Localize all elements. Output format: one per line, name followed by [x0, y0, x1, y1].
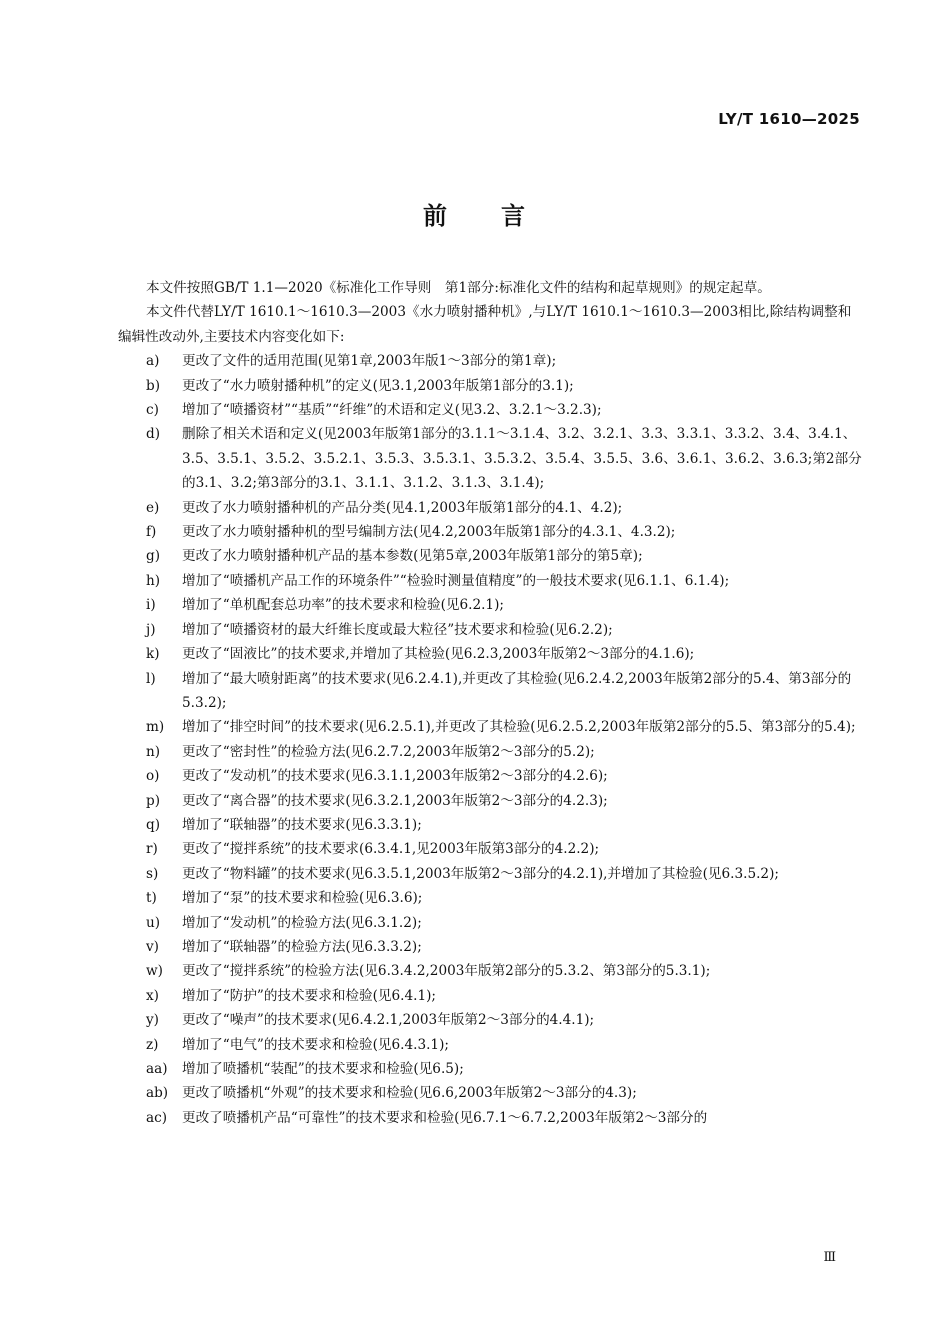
list-item-text: 增加了“泵”的技术要求和检验(见6.3.6); — [182, 890, 423, 907]
list-item — [146, 837, 862, 861]
list-item-text: 更改了喷播机产品“可靠性”的技术要求和检验(见6.7.1～6.7.2,2003年版第2～3部分的 — [182, 1109, 708, 1126]
list-item-text: 删除了相关术语和定义(见2003年版第1部分的3.1.1～3.1.4、3.2、3.2.1、3.3、3.3.1、3.3.2、3.4、3.4.1、3.5、3.5.1、3.5.2、3.5.2.1、3.5.3、3.5.3.1、3.5.3.2、3.5.4、3.5.5、3.6、3.6.1、3.6.2、3.6.3;第2部分的3.1、3.2;第3部分的3.1、3.1.1、3.1.2、3.1.3、3.1.4); — [182, 426, 862, 492]
list-item-marker: a) — [146, 353, 160, 370]
list-item — [146, 544, 862, 568]
list-item-text: 增加了“发动机”的检验方法(见6.3.1.2); — [182, 914, 422, 931]
list-item — [146, 764, 862, 788]
list-item-marker: u) — [146, 914, 161, 931]
list-item-text: 增加了“喷播资材”“基质”“纤维”的术语和定义(见3.2、3.2.1～3.2.3); — [182, 402, 602, 419]
list-item-text: 更改了喷播机“外观”的技术要求和检验(见6.6,2003年版第2～3部分的4.3); — [182, 1085, 637, 1102]
list-item-text: 增加了“单机配套总功率”的技术要求和检验(见6.2.1); — [182, 597, 504, 614]
list-item-marker: b) — [146, 377, 161, 394]
list-item-text: 更改了“搅拌系统”的技术要求(6.3.4.1,见2003年版第3部分的4.2.2); — [182, 841, 600, 858]
list-item-marker: l) — [146, 670, 156, 687]
list-item — [146, 667, 862, 716]
list-item — [146, 1106, 862, 1130]
list-item-marker: ac) — [146, 1109, 168, 1126]
intro-paragraph-1: 本文件按照GB/T 1.1—2020《标准化工作导则 第1部分:标准化文件的结构和起草规则》的规定起草。 — [146, 280, 771, 296]
list-item — [146, 349, 862, 373]
list-item-text: 增加了“最大喷射距离”的技术要求(见6.2.4.1),并更改了其检验(见6.2.4.2,2003年版第2部分的5.4、第3部分的5.3.2); — [182, 670, 852, 711]
list-item — [146, 642, 862, 666]
list-item — [146, 911, 862, 935]
list-item-text: 更改了“搅拌系统”的检验方法(见6.3.4.2,2003年版第2部分的5.3.2、第3部分的5.3.1); — [182, 963, 711, 980]
list-item — [146, 813, 862, 837]
list-item — [146, 886, 862, 910]
list-item-marker: z) — [146, 1036, 159, 1053]
list-item — [146, 569, 862, 593]
list-item-text: 增加了喷播机“装配”的技术要求和检验(见6.5); — [182, 1061, 464, 1077]
page-title — [0, 196, 950, 231]
list-item-marker: m) — [146, 719, 165, 736]
list-item — [146, 984, 862, 1008]
list-item-text: 增加了“防护”的技术要求和检验(见6.4.1); — [182, 987, 436, 1004]
list-item-marker: e) — [146, 499, 160, 516]
list-item-text: 更改了“离合器”的技术要求(见6.3.2.1,2003年版第2～3部分的4.2.3); — [182, 792, 608, 809]
list-item-marker: g) — [146, 548, 161, 565]
list-item — [146, 789, 862, 813]
list-item-marker: t) — [146, 890, 157, 907]
list-item — [146, 496, 862, 520]
list-item-marker: f) — [146, 524, 157, 541]
list-item — [146, 959, 862, 983]
title-char-2: 言 — [501, 202, 527, 230]
list-item-marker: y) — [146, 1012, 159, 1029]
list-item — [146, 520, 862, 544]
list-item — [146, 1081, 862, 1105]
list-item — [146, 715, 862, 739]
list-item-marker: w) — [146, 963, 163, 980]
page-number: Ⅲ — [823, 1250, 836, 1265]
list-item — [146, 398, 862, 422]
list-item-marker: x) — [146, 987, 159, 1004]
list-item — [146, 740, 862, 764]
list-item-text: 更改了文件的适用范围(见第1章,2003年版1～3部分的第1章); — [182, 353, 557, 370]
list-item-marker: j) — [146, 621, 156, 638]
list-item-text: 更改了“固液比”的技术要求,并增加了其检验(见6.2.3,2003年版第2～3部分的4.1.6); — [182, 646, 695, 663]
list-item-marker: c) — [146, 402, 159, 419]
list-item-text: 增加了“电气”的技术要求和检验(见6.4.3.1); — [182, 1036, 449, 1053]
list-item-text: 更改了“物料罐”的技术要求(见6.3.5.1,2003年版第2～3部分的4.2.1),并增加了其检验(见6.3.5.2); — [182, 865, 779, 882]
document-code: LY/T 1610—2025 — [718, 110, 860, 128]
title-char-1: 前 — [423, 202, 449, 230]
list-item — [146, 862, 862, 886]
list-item-marker: q) — [146, 816, 161, 833]
list-item-marker: n) — [146, 743, 161, 760]
list-item-text: 更改了“密封性”的检验方法(见6.2.7.2,2003年版第2～3部分的5.2); — [182, 743, 595, 760]
list-item-marker: aa) — [146, 1061, 168, 1077]
foreword-body — [118, 276, 862, 1130]
list-item-text: 更改了水力喷射播种机的产品分类(见4.1,2003年版第1部分的4.1、4.2); — [182, 499, 623, 516]
list-item — [146, 1008, 862, 1032]
list-item — [146, 1033, 862, 1057]
list-item — [146, 618, 862, 642]
list-item — [146, 935, 862, 959]
list-item-text: 更改了“水力喷射播种机”的定义(见3.1,2003年版第1部分的3.1); — [182, 377, 574, 394]
list-item-marker: ab) — [146, 1085, 169, 1102]
list-item-marker: d) — [146, 426, 161, 443]
list-item-text: 增加了“联轴器”的技术要求(见6.3.3.1); — [182, 816, 422, 833]
list-item-marker: r) — [146, 841, 158, 858]
list-item-text: 更改了水力喷射播种机的型号编制方法(见4.2,2003年版第1部分的4.3.1、4.3.2); — [182, 524, 676, 541]
list-item-text: 更改了“噪声”的技术要求(见6.4.2.1,2003年版第2～3部分的4.4.1); — [182, 1012, 595, 1029]
list-item-text: 增加了“联轴器”的检验方法(见6.3.3.2); — [182, 938, 422, 955]
change-list — [146, 349, 862, 1130]
list-item-marker: h) — [146, 572, 161, 589]
list-item — [146, 374, 862, 398]
list-item-marker: i) — [146, 597, 156, 614]
list-item — [146, 1057, 862, 1081]
intro-paragraph-2: 本文件代替LY/T 1610.1～1610.3—2003《水力喷射播种机》,与LY/T 1610.1～1610.3—2003相比,除结构调整和编辑性改动外,主要技术内容变化如下: — [118, 304, 852, 345]
list-item-marker: v) — [146, 938, 159, 955]
list-item-text: 增加了“排空时间”的技术要求(见6.2.5.1),并更改了其检验(见6.2.5.2,2003年版第2部分的5.5、第3部分的5.4); — [182, 719, 856, 736]
list-item-text: 增加了“喷播资材的最大纤维长度或最大粒径”技术要求和检验(见6.2.2); — [182, 621, 613, 638]
list-item-marker: o) — [146, 768, 160, 785]
list-item-marker: p) — [146, 792, 161, 809]
list-item-marker: s) — [146, 865, 159, 882]
list-item-text: 更改了水力喷射播种机产品的基本参数(见第5章,2003年版第1部分的第5章); — [182, 548, 643, 565]
list-item-text: 更改了“发动机”的技术要求(见6.3.1.1,2003年版第2～3部分的4.2.6); — [182, 768, 608, 785]
list-item — [146, 593, 862, 617]
list-item-marker: k) — [146, 646, 160, 663]
list-item-text: 增加了“喷播机产品工作的环境条件”“检验时测量值精度”的一般技术要求(见6.1.1、6.1.4); — [182, 572, 730, 589]
list-item — [146, 422, 862, 495]
